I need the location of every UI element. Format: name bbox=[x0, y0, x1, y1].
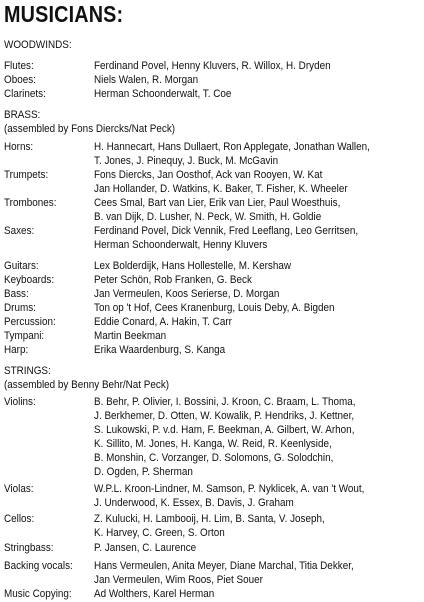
credit-line bbox=[4, 465, 420, 480]
credit-line bbox=[4, 423, 420, 438]
credit-names: B. Monshin, C. Vorzanger, D. Solomons, G. Solodchin, bbox=[94, 452, 334, 464]
credit-label: Trumpets: bbox=[4, 169, 49, 181]
credit-names: Z. Kulucki, H. Lambooij, H. Lim, B. Santa, V. Joseph, bbox=[94, 513, 325, 525]
credit-label: Percussion: bbox=[4, 316, 56, 328]
credit-names: T. Jones, J. Pinequy, J. Buck, M. McGavin bbox=[94, 155, 279, 167]
credit-label: Clarinets: bbox=[4, 88, 46, 100]
credit-label: (assembled by Fons Diercks/Nat Peck) bbox=[4, 123, 176, 135]
credit-names: Ferdinand Povel, Henny Kluvers, R. Willox, H. Dryden bbox=[94, 60, 331, 72]
credit-names: Fons Diercks, Jan Oosthof, Ack van Rooyen, W. Kat bbox=[94, 169, 323, 181]
credit-label: Harp: bbox=[4, 344, 29, 356]
credit-names: K. Sillito, M. Jones, H. Kanga, W. Reid, R. Keenlyside, bbox=[94, 438, 332, 450]
credit-names: Peter Schön, Rob Franken, G. Beck bbox=[94, 274, 252, 286]
credit-line bbox=[4, 38, 420, 53]
credit-names: J. Berkhemer, D. Otten, W. Kowalik, P. Hendriks, J. Kettner, bbox=[94, 410, 355, 422]
credit-names: Niels Walen, R. Morgan bbox=[94, 74, 199, 86]
credit-line bbox=[4, 329, 420, 344]
credit-names: Lex Bolderdijk, Hans Hollestelle, M. Kershaw bbox=[94, 260, 291, 272]
credit-label: WOODWINDS: bbox=[4, 39, 72, 51]
credit-label: Stringbass: bbox=[4, 542, 54, 554]
credit-label: Bass: bbox=[4, 288, 29, 300]
credit-label: Trombones: bbox=[4, 197, 57, 209]
credit-names: Erika Waardenburg, S. Kanga bbox=[94, 344, 226, 356]
credit-line bbox=[4, 409, 420, 424]
credit-names: B. Behr, P. Olivier, I. Bossini, J. Kroon, C. Braam, L. Thoma, bbox=[94, 396, 356, 408]
credit-names: S. Lukowski, P. v.d. Ham, F. Beekman, A. Gilbert, W. Arhon, bbox=[94, 424, 355, 436]
credit-line bbox=[4, 301, 420, 316]
credit-names: J. Underwood, K. Essex, B. Davis, J. Graham bbox=[94, 497, 294, 509]
credit-names: K. Harvey, C. Green, S. Orton bbox=[94, 527, 225, 539]
credit-label: Music Copying: bbox=[4, 588, 72, 600]
credit-line bbox=[4, 59, 420, 74]
credit-names: H. Hannecart, Hans Dullaert, Ron Applegate, Jonathan Wallen, bbox=[94, 141, 370, 153]
credit-line bbox=[4, 573, 420, 588]
credit-line bbox=[4, 364, 420, 379]
credit-line bbox=[4, 108, 420, 123]
credit-label: Tympani: bbox=[4, 330, 45, 342]
credit-line bbox=[4, 168, 420, 183]
credit-label: STRINGS: bbox=[4, 365, 51, 377]
credit-names: Martin Beekman bbox=[94, 330, 167, 342]
credit-names: Hans Vermeulen, Anita Meyer, Diane Marchal, Titia Dekker, bbox=[94, 560, 354, 572]
credit-line bbox=[4, 73, 420, 88]
credit-names: Cees Smal, Bart van Lier, Erik van Lier, Paul Woesthuis, bbox=[94, 197, 341, 209]
credit-line bbox=[4, 182, 420, 197]
credit-line bbox=[4, 378, 420, 393]
credit-label: Guitars: bbox=[4, 260, 39, 272]
credit-line bbox=[4, 140, 420, 155]
credit-names: Ton op 't Hof, Cees Kranenburg, Louis Deby, A. Bigden bbox=[94, 302, 335, 314]
credit-label: Oboes: bbox=[4, 74, 36, 86]
credit-label: Backing vocals: bbox=[4, 560, 73, 572]
credit-line bbox=[4, 196, 420, 211]
credit-line bbox=[4, 273, 420, 288]
musicians-credits-sheet bbox=[4, 0, 420, 600]
credit-names: D. Ogden, P. Sherman bbox=[94, 466, 193, 478]
credit-line bbox=[4, 287, 420, 302]
credit-line bbox=[4, 512, 420, 527]
credit-line bbox=[4, 238, 420, 253]
credit-names: Jan Vermeulen, Wim Roos, Piet Souer bbox=[94, 574, 263, 586]
credit-names: Jan Hollander, D. Watkins, K. Baker, T. Fisher, K. Wheeler bbox=[94, 183, 348, 195]
credit-label: Cellos: bbox=[4, 513, 35, 525]
credit-line bbox=[4, 259, 420, 274]
credit-names: Herman Schoonderwalt, Henny Kluvers bbox=[94, 239, 268, 251]
credit-names: Jan Vermeulen, Koos Serierse, D. Morgan bbox=[94, 288, 280, 300]
credit-names: W.P.L. Kroon-Lindner, M. Samson, P. Nyklicek, A. van 't Wout, bbox=[94, 483, 365, 495]
credit-names: Herman Schoonderwalt, T. Coe bbox=[94, 88, 232, 100]
credit-names: Ad Wolthers, Karel Herman bbox=[94, 588, 215, 600]
page-title: MUSICIANS: bbox=[4, 1, 124, 27]
credit-line bbox=[4, 559, 420, 574]
credit-line bbox=[4, 87, 420, 102]
credit-label: Flutes: bbox=[4, 60, 34, 72]
credit-line bbox=[4, 395, 420, 410]
credit-names: Eddie Conard, A. Hakin, T. Carr bbox=[94, 316, 232, 328]
credit-line bbox=[4, 496, 420, 511]
credit-label: Drums: bbox=[4, 302, 36, 314]
credit-line bbox=[4, 451, 420, 466]
credit-label: Violas: bbox=[4, 483, 34, 495]
credit-label: Horns: bbox=[4, 141, 34, 153]
credit-line bbox=[4, 122, 420, 137]
credit-label: BRASS: bbox=[4, 109, 41, 121]
credit-line bbox=[4, 224, 420, 239]
credit-line bbox=[4, 315, 420, 330]
credit-names: P. Jansen, C. Laurence bbox=[94, 542, 197, 554]
credit-line bbox=[4, 482, 420, 497]
credit-line bbox=[4, 154, 420, 169]
credit-names: B. van Dijk, D. Lusher, N. Peck, W. Smith, H. Goldie bbox=[94, 211, 322, 223]
credit-line bbox=[4, 526, 420, 541]
credit-line bbox=[4, 437, 420, 452]
credit-label: Keyboards: bbox=[4, 274, 55, 286]
credit-line bbox=[4, 343, 420, 358]
credit-label: Saxes: bbox=[4, 225, 35, 237]
credit-names: Ferdinand Povel, Dick Vennik, Fred Leeflang, Leo Gerritsen, bbox=[94, 225, 359, 237]
credit-label: (assembled by Benny Behr/Nat Peck) bbox=[4, 379, 170, 391]
credit-line bbox=[4, 541, 420, 556]
credit-label: Violins: bbox=[4, 396, 36, 408]
credit-line bbox=[4, 210, 420, 225]
